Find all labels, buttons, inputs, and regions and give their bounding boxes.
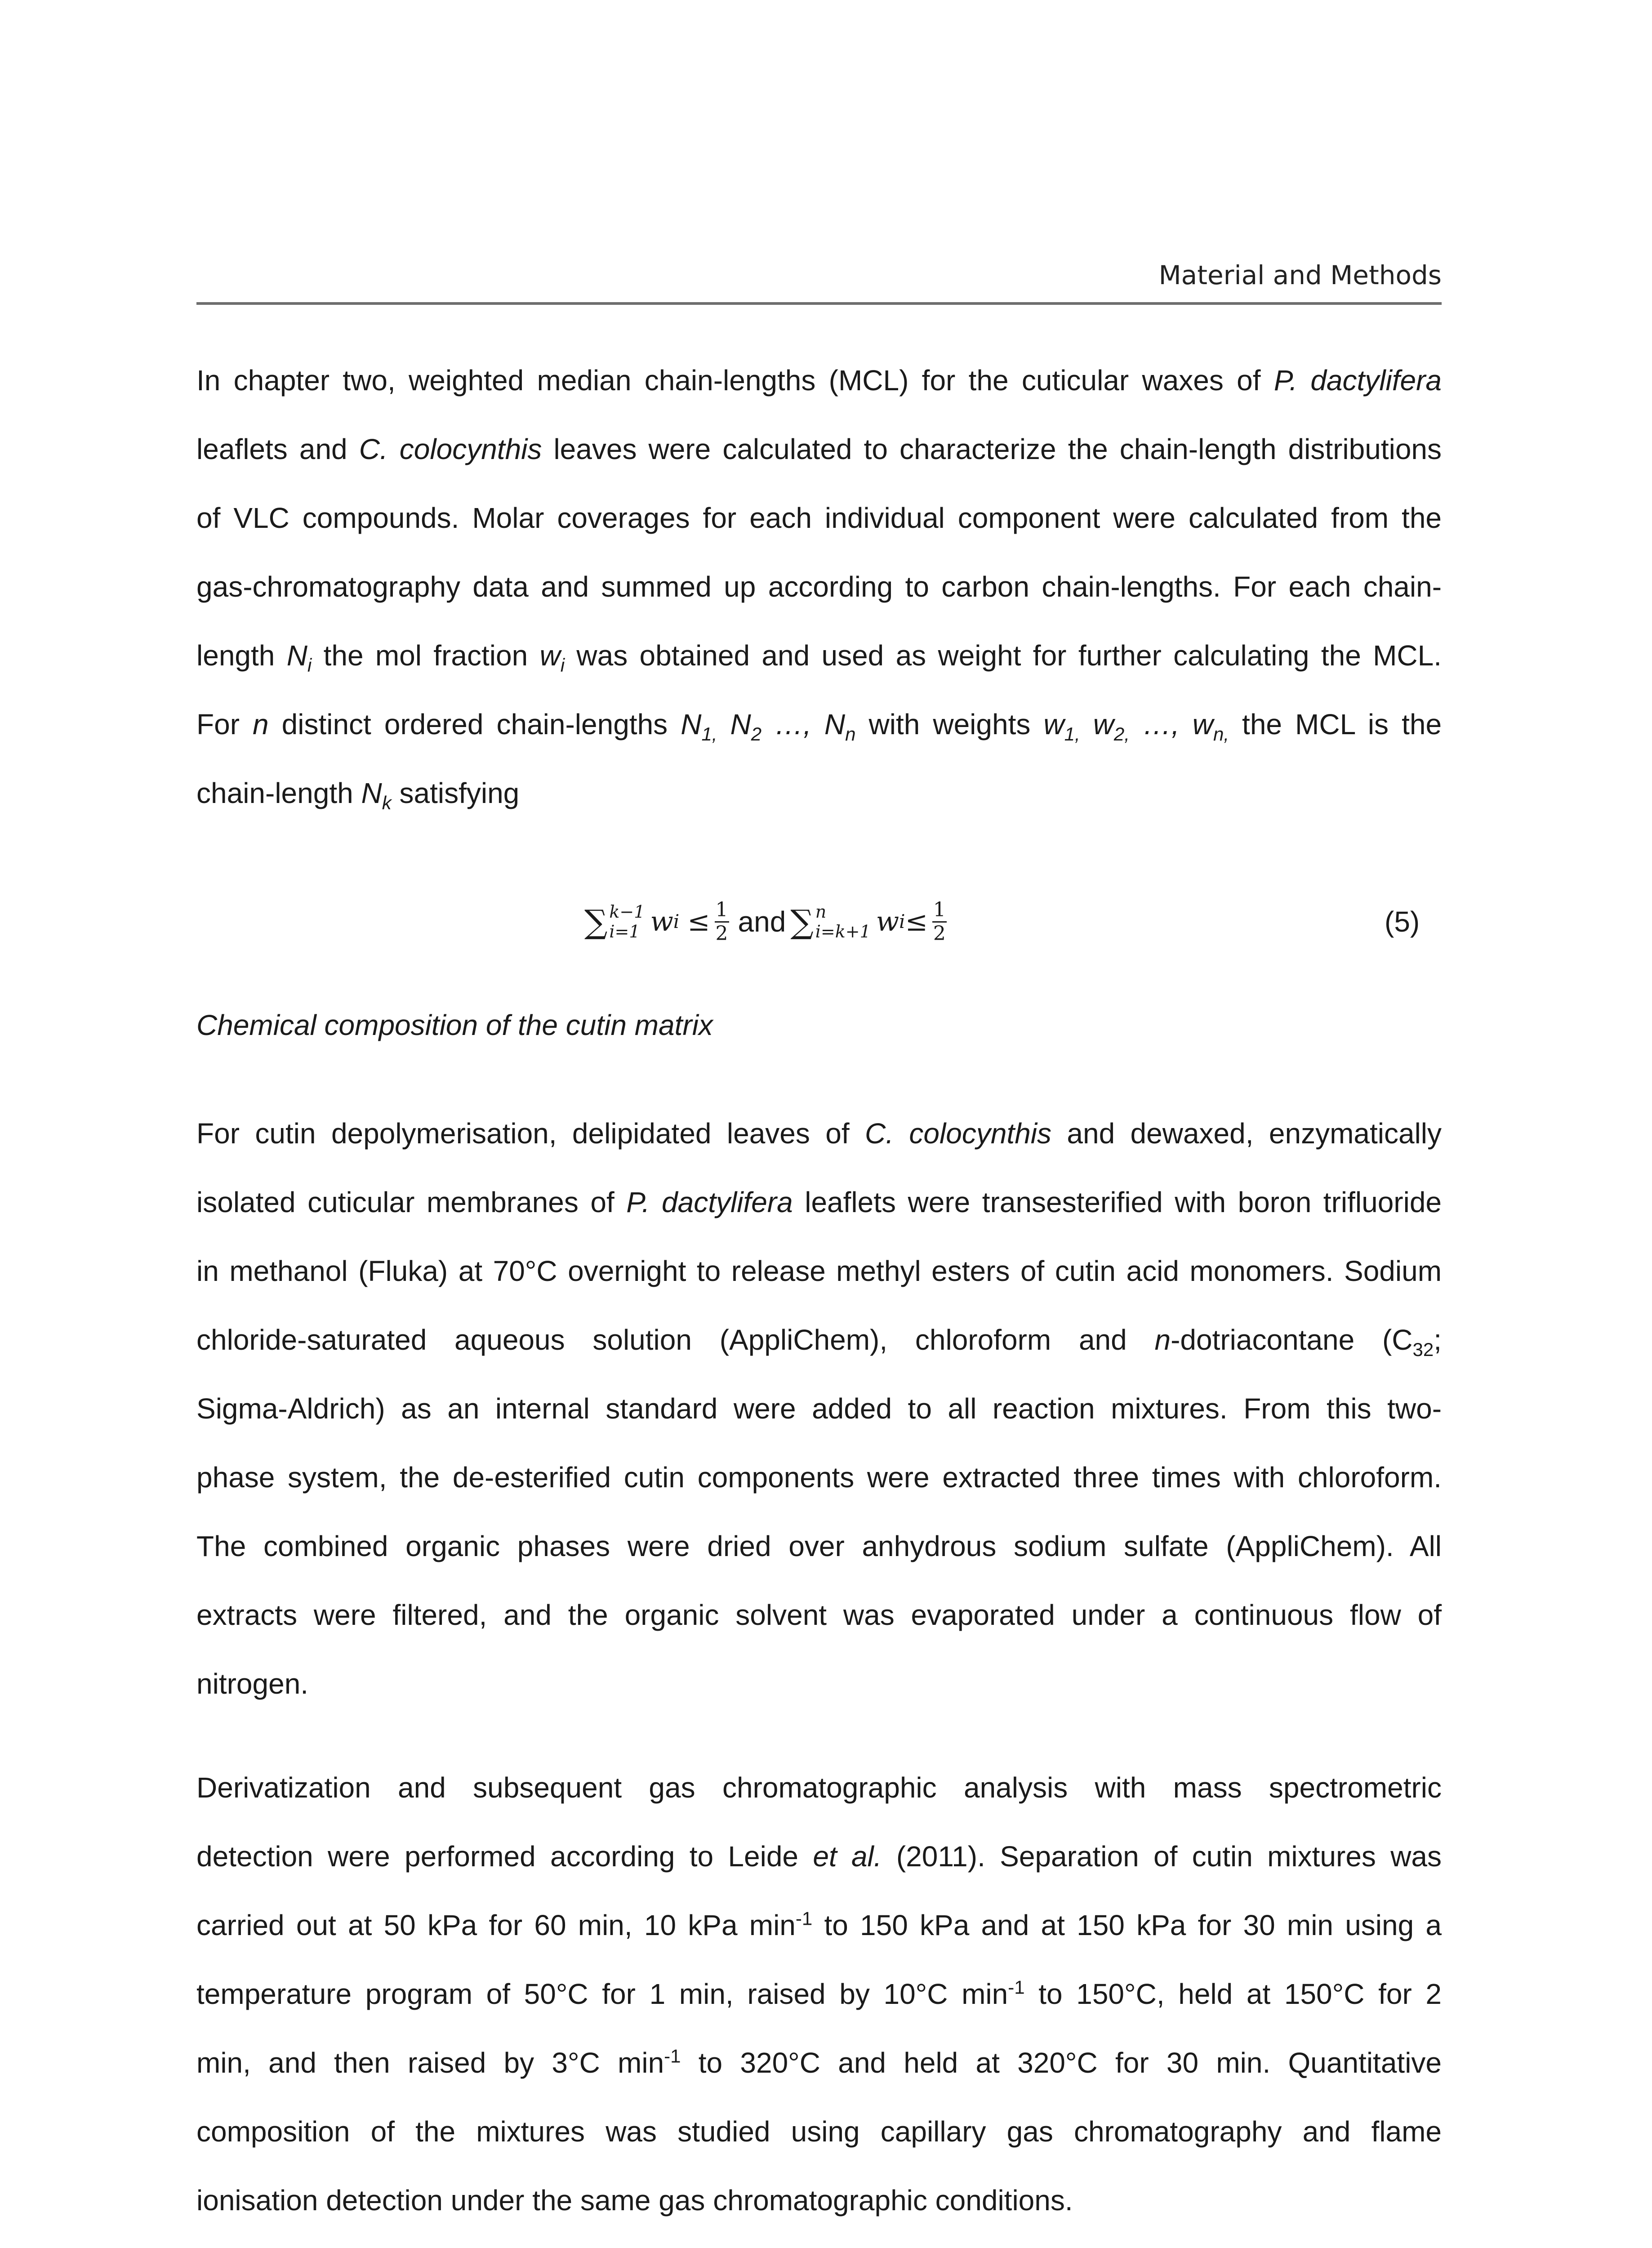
paragraph-gc-analysis [196, 1753, 1442, 2235]
header-rule [196, 302, 1442, 305]
text-line: temperature program of 50°C for 1 min, raised by 10°C $\min^{-1}$ to 150°C, held at 150°C for 2 [196, 1976, 1442, 2010]
text-line: extracts were filtered, and the organic solvent was evaporated under a continuous flow of [196, 1599, 1442, 1631]
text-line: chloride-saturated aqueous solution (AppliChem), chloroform and n-dotriacontane ($C_{32}$; [196, 1324, 1442, 1360]
text-line: For n distinct ordered chain-lengths $N_{1,}$ $N_2$ …, $N_n$ with weights $w_{1,}$ $w_{2,}$ …, $w_{n,}$ the MCL is the [196, 708, 1442, 745]
equation-number: (5) [1385, 905, 1420, 938]
text-line: min, and then raised by 3°C $\min^{-1}$ to 320°C and held at 320°C for 30 min. Quantitative [196, 2045, 1442, 2079]
text-line: leaflets and C. colocynthis leaves were calculated to characterize the chain-length distributions [196, 433, 1442, 465]
text-line: phase system, the de-esterified cutin components were extracted three times with chloroform. [196, 1461, 1442, 1494]
fraction-half: $\frac{1}{2}$ [933, 898, 946, 945]
text-line: In chapter two, weighted median chain-lengths (MCL) for the cuticular waxes of P. dactylifera [196, 364, 1442, 397]
text-line: composition of the mixtures was studied using capillary gas chromatography and flame [196, 2115, 1442, 2148]
text-line: gas-chromatography data and summed up according to carbon chain-lengths. For each chain- [196, 571, 1442, 603]
text-line: For cutin depolymerisation, delipidated leaves of C. colocynthis and dewaxed, enzymatically [196, 1117, 1442, 1150]
text-line: detection were performed according to Leide et al. (2011). Separation of cutin mixtures was [196, 1840, 1442, 1873]
text-line: The combined organic phases were dried over anhydrous sodium sulfate (AppliChem). All [196, 1530, 1442, 1562]
equation-5: ∑ k−1 i=1 w i ≤ $\frac{1}{2}$ and ∑ n i=k+1 w i ≤ $\frac{1}{2}$ [584, 898, 946, 945]
text-line: ionisation detection under the same gas chromatographic conditions. [196, 2184, 1073, 2217]
text-line: of VLC compounds. Molar coverages for each individual component were calculated from the [196, 502, 1442, 534]
text-line: chain-length $N_k$ satisfying [196, 777, 520, 813]
paragraph-mcl [196, 346, 1442, 828]
text-line: isolated cuticular membranes of P. dactylifera leaflets were transesterified with boron trifluoride [196, 1186, 1442, 1218]
sum-symbol: ∑ [790, 903, 814, 941]
sum-limits: n i=k+1 [815, 902, 871, 941]
text-line: length $N_i$ the mol fraction $w_i$ was obtained and used as weight for further calculating the MCL. [196, 639, 1442, 676]
text-line: carried out at 50 kPa for 60 min, 10 kPa $\min^{-1}$ to 150 kPa and at 150 kPa for 30 min using a [196, 1908, 1442, 1941]
text-line: nitrogen. [196, 1668, 309, 1700]
text-line: in methanol (Fluka) at 70°C overnight to release methyl esters of cutin acid monomers. Sodium [196, 1255, 1442, 1287]
paragraph-depolymerisation [196, 1099, 1442, 1718]
running-header: Material and Methods [1158, 260, 1442, 290]
text-line: Derivatization and subsequent gas chromatographic analysis with mass spectrometric [196, 1771, 1442, 1804]
sum-symbol: ∑ [584, 903, 608, 941]
text-line: Sigma-Aldrich) as an internal standard were added to all reaction mixtures. From this two- [196, 1392, 1442, 1425]
fraction-half: $\frac{1}{2}$ [715, 898, 728, 945]
sum-limits: k−1 i=1 [609, 902, 645, 941]
section-heading: Chemical composition of the cutin matrix [196, 1009, 713, 1041]
